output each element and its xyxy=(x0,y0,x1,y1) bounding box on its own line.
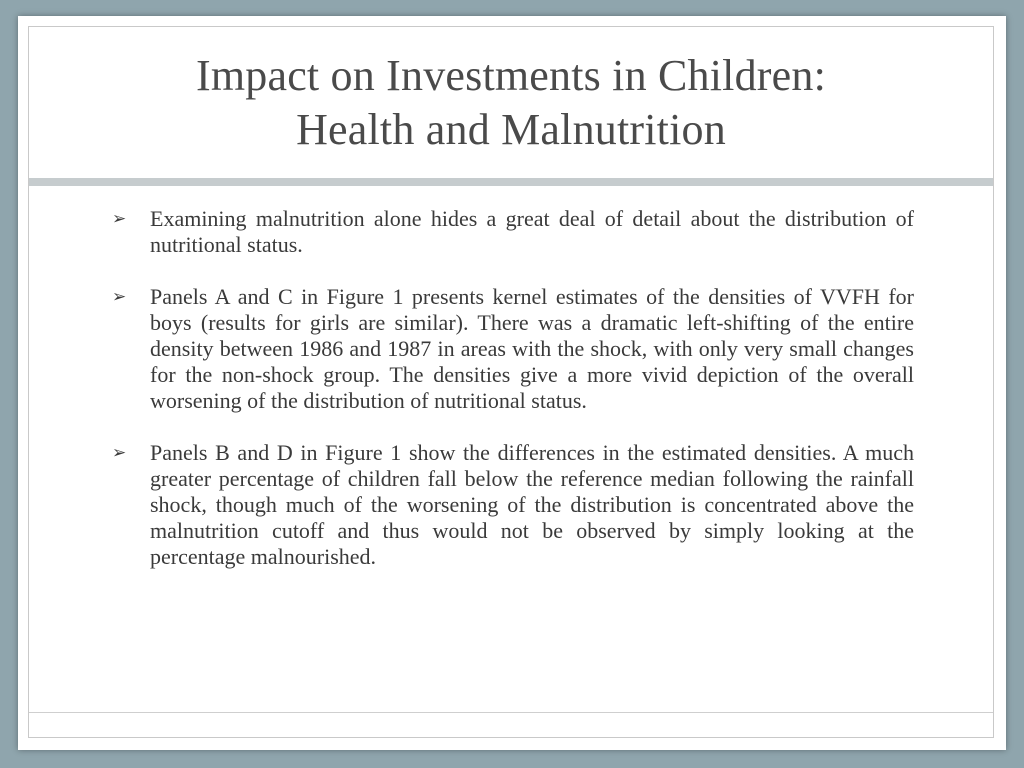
slide-title-line-2: Health and Malnutrition xyxy=(296,105,726,154)
title-area xyxy=(29,27,993,179)
arrow-bullet-icon: ➢ xyxy=(112,209,127,229)
slide-title xyxy=(196,49,826,157)
slide-title-line-1: Impact on Investments in Children: xyxy=(195,51,827,100)
footer-divider xyxy=(29,712,993,713)
bullet-text: Panels B and D in Figure 1 show the differences in the estimated densities. A much greater percentage of children fall below the reference median following the rainfall shock, though much of the worsening of the distribution is concentrated above the malnutrition cutoff and thus would not be observed by simply looking at the percentage malnourished. xyxy=(150,440,914,569)
bullet-item xyxy=(110,206,914,258)
bullet-list xyxy=(110,206,914,596)
bullet-item xyxy=(110,284,914,414)
bullet-text: Examining malnutrition alone hides a great deal of detail about the distribution of nutritional status. xyxy=(150,206,914,257)
arrow-bullet-icon: ➢ xyxy=(112,287,127,307)
bullet-text: Panels A and C in Figure 1 presents kernel estimates of the densities of VVFH for boys (results for girls are similar). There was a dramatic left-shifting of the entire density between 1986 and 1987 in areas with the shock, with only very small changes for the non-shock group. The densities give a more vivid depiction of the overall worsening of the distribution of nutritional status. xyxy=(150,284,914,413)
slide xyxy=(18,16,1006,750)
title-divider xyxy=(29,178,993,186)
arrow-bullet-icon: ➢ xyxy=(112,443,127,463)
bullet-item xyxy=(110,440,914,570)
